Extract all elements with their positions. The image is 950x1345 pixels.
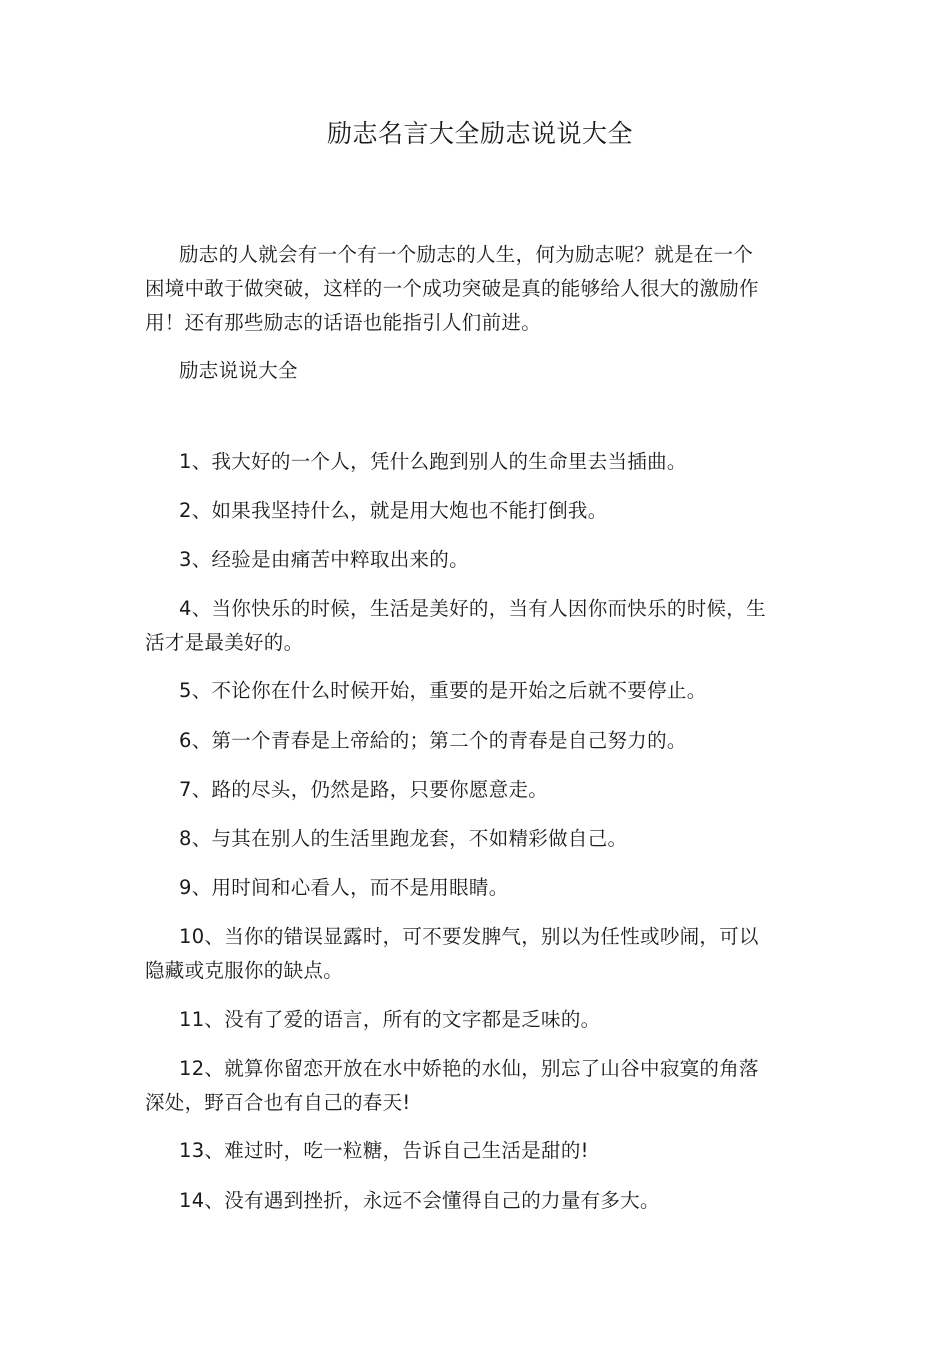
quote-item-9: 9、用时间和心看人，而不是用眼睛。: [179, 876, 509, 899]
quote-item-11: 11、没有了爱的语言，所有的文字都是乏味的。: [179, 1008, 601, 1031]
quote-item-2: 2、如果我坚持什么，就是用大炮也不能打倒我。: [179, 499, 608, 522]
quote-item-8: 8、与其在别人的生活里跑龙套，不如精彩做自己。: [179, 827, 628, 850]
quote-item-14: 14、没有遇到挫折，永远不会懂得自己的力量有多大。: [179, 1189, 660, 1212]
quote-item-5: 5、不论你在什么时候开始，重要的是开始之后就不要停止。: [179, 679, 707, 702]
quote-item-7: 7、路的尽头，仍然是路，只要你愿意走。: [179, 778, 549, 801]
quote-item-4: 4、当你快乐的时候，生活是美好的，当有人因你而快乐的时候，生活才是最美好的。: [145, 597, 766, 654]
section-heading: 励志说说大全: [179, 359, 298, 382]
intro-paragraph: 励志的人就会有一个有一个励志的人生，何为励志呢？就是在一个困境中敢于做突破，这样的一个成功突破是真的能够给人很大的激励作用！还有那些励志的话语也能指引人们前进。: [145, 243, 759, 334]
quote-item-6: 6、第一个青春是上帝給的；第二个的青春是自己努力的。: [179, 729, 687, 752]
quote-item-10: 10、当你的错误显露时，可不要发脾气，别以为任性或吵闹，可以隐藏或克服你的缺点。: [145, 925, 759, 982]
document-title: 励志名言大全励志说说大全: [326, 119, 633, 148]
quote-item-1: 1、我大好的一个人，凭什么跑到别人的生命里去当插曲。: [179, 450, 687, 473]
quote-item-12: 12、就算你留恋开放在水中娇艳的水仙，别忘了山谷中寂寞的角落深处，野百合也有自己的春天!: [145, 1057, 759, 1114]
quote-item-13: 13、难过时，吃一粒糖，告诉自己生活是甜的!: [179, 1139, 589, 1162]
quote-item-3: 3、经验是由痛苦中粹取出来的。: [179, 548, 469, 571]
